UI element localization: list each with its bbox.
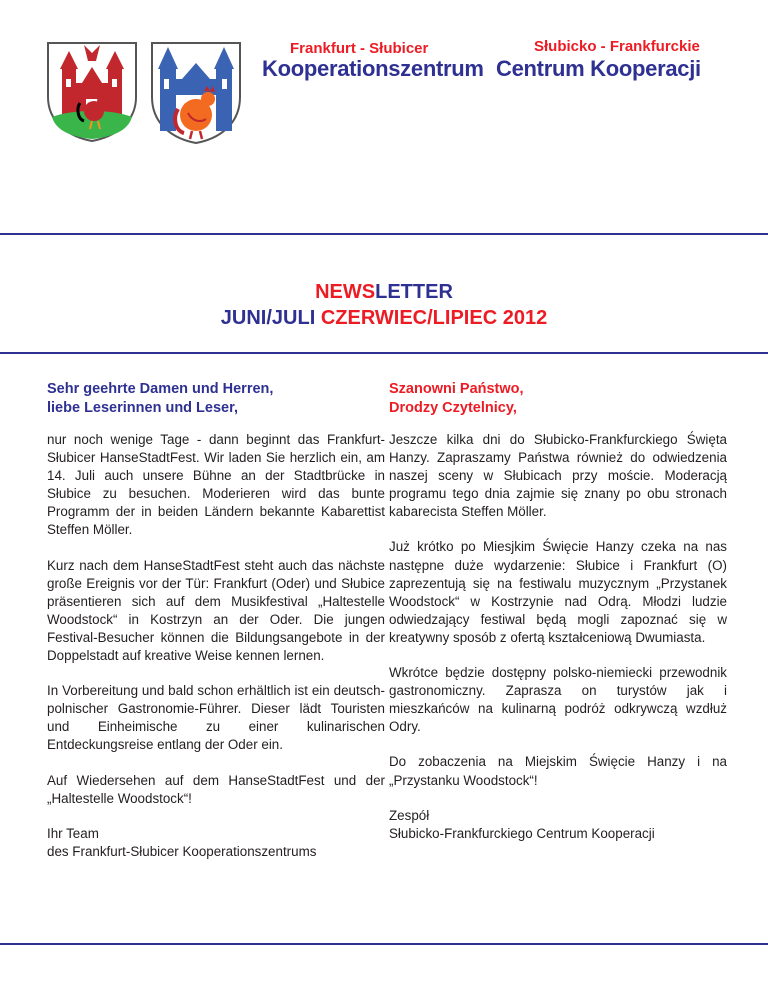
- german-paragraph-3: In Vorbereitung und bald schon erhältlich ist ein deutsch-polnischer Gastronomie-Führer. Dieser lädt Touristen und Einheimische zu einer kulinarischen Entdeckungsreise entlang der Oder ein.: [47, 683, 385, 753]
- polish-column: [389, 380, 727, 843]
- bottom-rule: [0, 943, 768, 945]
- polish-greeting-1: Szanowni Państwo,: [389, 381, 524, 397]
- polish-signature-2: Słubicko-Frankfurckiego Centrum Kooperacji: [389, 825, 655, 841]
- german-paragraph-2: Kurz nach dem HanseStadtFest steht auch das nächste große Ereignis vor der Tür: Frankfurt (Oder) und Słubice präsentieren sich auf dem Musikfestival „Haltestelle Woodstock“ in Kostrzyn an der Oder. Die jungen Festival-Besucher können die Bildungsangebote in der Doppelstadt auf kreative Weise kennen lernen.: [47, 557, 385, 664]
- polish-signature-1: Zespół: [389, 807, 430, 823]
- logo-de-large: Kooperationszentrum: [262, 56, 484, 81]
- date-pl: CZERWIEC/LIPIEC 2012: [320, 307, 548, 329]
- german-column: [47, 380, 385, 861]
- german-greeting-2: liebe Leserinnen und Leser,: [47, 399, 238, 416]
- polish-paragraph-2: Już krótko po Miesjkim Święcie Hanzy czeka na nas następne duże wydarzenie: Słubice i Frankfurt (O) zaprezentują się na festiwalu muzycznym „Przystanek Woodstock“ w Kostrzynie nad Odrą. Młodzi ludzie odwiedzający festiwal będą mogli zapoznać się w kreatywny sposób z ofertą kształceniową Dwumiasta.: [389, 539, 727, 645]
- german-paragraph-1: nur noch wenige Tage - dann beginnt das Frankfurt-Słubicer HanseStadtFest. Wir laden Sie herzlich ein, am 14. Juli auch unsere Bühne an der Stadtbrücke in Słubice zu besuchen. Moderieren wird das bunte Programm der in beiden Ländern bekannte Kabarettist Steffen Möller.: [47, 432, 385, 538]
- title-letter: LETTER: [375, 281, 453, 303]
- german-signature-1: Ihr Team: [47, 825, 99, 841]
- polish-paragraph-1: Jeszcze kilka dni do Słubicko-Frankfurckiego Święta Hanzy. Zapraszamy Państwa również do odwiedzenia naszej sceny w Słubicach przy moście. Moderacją programu tego dnia zajmie się znany po obu stronach kabarecista Steffen Möller.: [389, 432, 727, 520]
- date-de: JUNI/JULI: [220, 307, 316, 329]
- logo-de-small: Frankfurt - Słubicer: [290, 40, 429, 57]
- logo-pl-large: Centrum Kooperacji: [496, 56, 701, 81]
- german-greeting-1: Sehr geehrte Damen und Herren,: [47, 381, 274, 397]
- title-rule: [0, 352, 768, 354]
- title-news: NEWS: [315, 281, 376, 303]
- newsletter-title: [0, 281, 768, 304]
- top-rule: [0, 233, 768, 235]
- polish-greeting-2: Drodzy Czytelnicy,: [389, 399, 517, 416]
- german-signature-2: des Frankfurt-Słubicer Kooperationszentrums: [47, 843, 317, 859]
- german-paragraph-4: Auf Wiedersehen auf dem HanseStadtFest und der „Haltestelle Woodstock“!: [47, 772, 385, 806]
- polish-paragraph-4: Do zobaczenia na Miejskim Święcie Hanzy i na „Przystanku Woodstock“!: [389, 754, 727, 788]
- frankfurt-coat-of-arms: [42, 39, 142, 143]
- newsletter-date: [0, 307, 768, 330]
- logo-pl-small: Słubicko - Frankfurckie: [534, 38, 700, 55]
- polish-paragraph-3: Wkrótce będzie dostępny polsko-niemiecki przewodnik gastronomiczny. Zaprasza on turystów jak i mieszkańców na kulinarną podróż odkrywczą wzdłuż Odry.: [389, 665, 727, 735]
- slubice-coat-of-arms: [146, 39, 246, 145]
